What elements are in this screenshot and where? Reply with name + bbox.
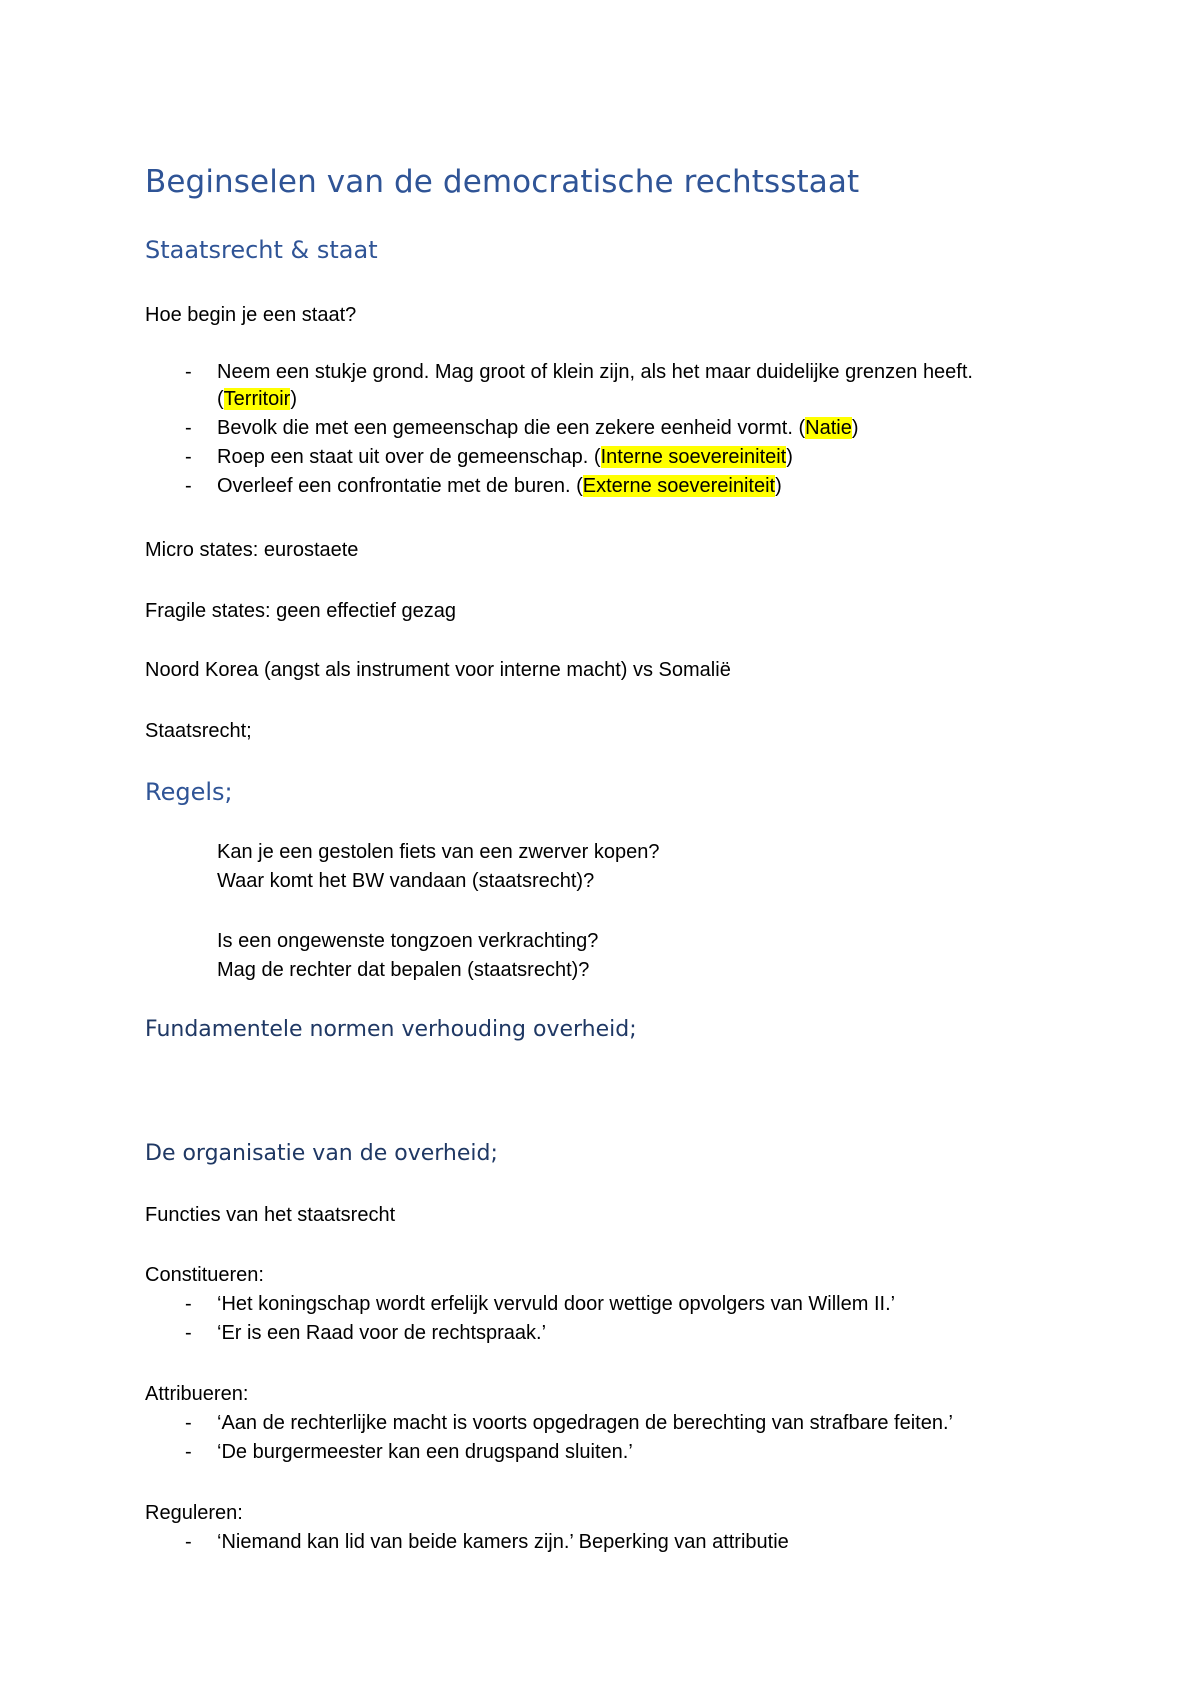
list-item-text: (Territoir): [217, 388, 298, 410]
reguleren-label: Reguleren:: [145, 1502, 243, 1524]
regels-line: Mag de rechter dat bepalen (staatsrecht)?: [217, 959, 590, 981]
list-item-text: ‘Niemand kan lid van beide kamers zijn.’ Beperking van attributie: [217, 1531, 789, 1553]
list-item-text: ‘Aan de rechterlijke macht is voorts opgedragen de berechting van strafbare feiten.’: [217, 1412, 953, 1434]
regels-line: Kan je een gestolen fiets van een zwerver kopen?: [217, 841, 660, 863]
micro-states-text: Micro states: eurostaete: [145, 539, 359, 561]
regels-line: Waar komt het BW vandaan (staatsrecht)?: [217, 870, 595, 892]
list-dash: -: [185, 1412, 192, 1434]
list-item-text: ‘De burgermeester kan een drugspand sluiten.’: [217, 1441, 633, 1463]
section-heading-staatsrecht: Staatsrecht & staat: [145, 236, 378, 264]
list-item-text: Bevolk die met een gemeenschap die een zekere eenheid vormt. (Natie): [217, 417, 859, 439]
list-dash: -: [185, 417, 192, 439]
document-title: Beginselen van de democratische rechtsstaat: [145, 164, 860, 200]
list-dash: -: [185, 1293, 192, 1315]
highlight-territoir: Territoir: [223, 388, 291, 410]
highlight-interne-soevereiniteit: Interne soevereiniteit: [600, 446, 787, 468]
list-item-text: Overleef een confrontatie met de buren. (Externe soevereiniteit): [217, 475, 782, 497]
section-heading-fundamentele-normen: Fundamentele normen verhouding overheid;: [145, 1017, 637, 1042]
highlight-natie: Natie: [805, 417, 852, 439]
section-heading-organisatie: De organisatie van de overheid;: [145, 1141, 498, 1166]
list-item-text: Neem een stukje grond. Mag groot of klein zijn, als het maar duidelijke grenzen heeft.: [217, 361, 973, 383]
list-dash: -: [185, 1441, 192, 1463]
list-dash: -: [185, 475, 192, 497]
highlight-externe-soevereiniteit: Externe soevereiniteit: [582, 475, 776, 497]
functies-text: Functies van het staatsrecht: [145, 1204, 396, 1226]
list-item-text: ‘Er is een Raad voor de rechtspraak.’: [217, 1322, 547, 1344]
question-text: Hoe begin je een staat?: [145, 304, 357, 326]
regels-line: Is een ongewenste tongzoen verkrachting?: [217, 930, 599, 952]
staatsrecht-text: Staatsrecht;: [145, 720, 252, 742]
section-heading-regels: Regels;: [145, 778, 233, 806]
list-item-text: Roep een staat uit over de gemeenschap. (Interne soevereiniteit): [217, 446, 793, 468]
list-dash: -: [185, 1531, 192, 1553]
attribueren-label: Attribueren:: [145, 1383, 249, 1405]
list-dash: -: [185, 446, 192, 468]
list-dash: -: [185, 1322, 192, 1344]
noord-korea-text: Noord Korea (angst als instrument voor interne macht) vs Somalië: [145, 659, 731, 681]
list-dash: -: [185, 361, 192, 383]
fragile-states-text: Fragile states: geen effectief gezag: [145, 600, 456, 622]
constitueren-label: Constitueren:: [145, 1264, 264, 1286]
list-item-text: ‘Het koningschap wordt erfelijk vervuld door wettige opvolgers van Willem II.’: [217, 1293, 896, 1315]
